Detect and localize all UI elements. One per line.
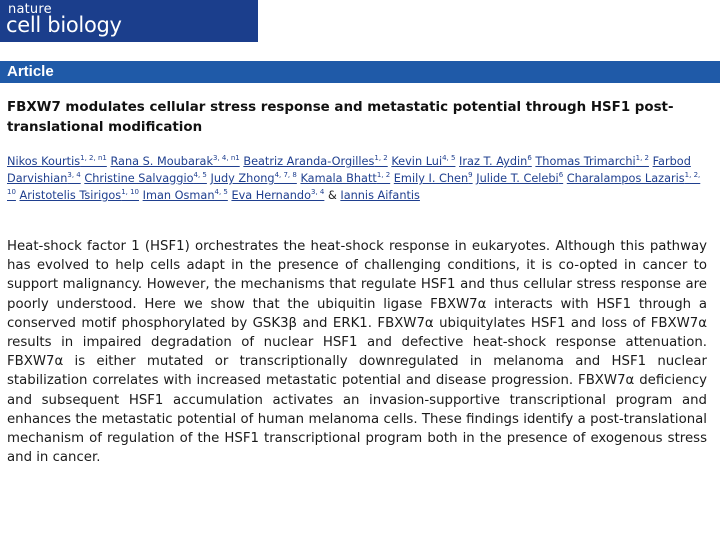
author-link[interactable]: [459, 155, 532, 168]
author-affiliation[interactable]: 6: [527, 154, 532, 163]
author-name[interactable]: Thomas Trimarchi: [535, 155, 636, 168]
article-title: FBXW7 modulates cellular stress response and metastatic potential through HSF1 post-translational modification: [7, 100, 674, 135]
author-name[interactable]: Rana S. Moubarak: [110, 155, 214, 168]
author-affiliation[interactable]: 3, 4, n1: [213, 154, 240, 163]
author-link[interactable]: [535, 155, 649, 168]
author-affiliation[interactable]: 1, 10: [121, 188, 140, 197]
author-name[interactable]: Charalampos Lazaris: [566, 172, 685, 185]
author-affiliation[interactable]: 4, 5: [442, 154, 456, 163]
journal-logo-line1: nature: [8, 2, 52, 17]
author-name[interactable]: Christine Salvaggio: [84, 172, 194, 185]
author-link[interactable]: [340, 189, 420, 202]
journal-logo[interactable]: [0, 0, 258, 42]
author-affiliation[interactable]: 1, 2: [635, 154, 649, 163]
author-name[interactable]: Nikos Kourtis: [7, 155, 81, 168]
author-affiliation[interactable]: 4, 7, 8: [274, 171, 297, 180]
author-name[interactable]: Kevin Lui: [391, 155, 443, 168]
author-name[interactable]: Iman Osman: [142, 189, 215, 202]
author-affiliation[interactable]: 1, 2, 10: [7, 171, 701, 197]
author-name[interactable]: Aristotelis Tsirigos: [19, 189, 122, 202]
author-name[interactable]: Eva Hernando: [231, 189, 311, 202]
author-link[interactable]: [391, 155, 455, 168]
author-list: [7, 153, 707, 204]
author-affiliation[interactable]: 1, 2, n1: [80, 154, 107, 163]
author-affiliation[interactable]: 4, 5: [214, 188, 228, 197]
author-name[interactable]: Farbod Darvishian: [7, 155, 691, 185]
author-affiliation[interactable]: 3, 4: [67, 171, 81, 180]
author-link[interactable]: [231, 189, 324, 202]
author-link[interactable]: [143, 189, 228, 202]
article-type-label: Article: [7, 63, 54, 80]
author-affiliation[interactable]: 3, 4: [311, 188, 325, 197]
author-name[interactable]: Iannis Aifantis: [340, 189, 420, 202]
author-name[interactable]: Judy Zhong: [210, 172, 275, 185]
abstract-text: Heat-shock factor 1 (HSF1) orchestrates the heat-shock response in eukaryotes. Although this pathway has evolved to help cells adapt in the presence of challenging conditions, it is co-opted in cancer to support malignancy. However, the mechanisms that regulate HSF1 and thus cellular stress response are poorly understood. Here we show that the ubiquitin ligase FBXW7α interacts with HSF1 through a conserved motif phosphorylated by GSK3β and ERK1. FBXW7α ubiquitylates HSF1 and loss of FBXW7α results in impaired degradation of nuclear HSF1 and defective heat-shock response attenuation. FBXW7α is either mutated or transcriptionally downregulated in melanoma and HSF1 nuclear stabilization correlates with increased metastatic potential and disease progression. FBXW7α deficiency and subsequent HSF1 accumulation activates an invasion-supportive transcriptional program and enhances the metastatic potential of human melanoma cells. These findings identify a post-translational mechanism of regulation of the HSF1 transcriptional program both in the presence of exogenous stress and in cancer.: [7, 239, 707, 466]
author-link[interactable]: [210, 172, 296, 185]
author-link[interactable]: [243, 155, 387, 168]
author-name[interactable]: Emily I. Chen: [393, 172, 469, 185]
author-link[interactable]: [394, 172, 473, 185]
author-affiliation[interactable]: 6: [558, 171, 564, 180]
article-type-banner: [0, 61, 720, 83]
author-link[interactable]: [7, 155, 107, 168]
author-link[interactable]: [20, 189, 140, 202]
author-name[interactable]: Iraz T. Aydin: [459, 155, 528, 168]
author-name[interactable]: Julide T. Celebi: [476, 172, 559, 185]
journal-logo-line2: cell biology: [6, 13, 122, 37]
author-name[interactable]: Beatriz Aranda-Orgilles: [243, 155, 375, 168]
author-affiliation[interactable]: 9: [468, 171, 473, 180]
author-link[interactable]: [300, 172, 390, 185]
author-conjunction: &: [324, 189, 341, 202]
author-name[interactable]: Kamala Bhatt: [300, 172, 377, 185]
author-affiliation[interactable]: 4, 5: [193, 171, 207, 180]
author-link[interactable]: [476, 172, 563, 185]
author-link[interactable]: [84, 172, 207, 185]
author-affiliation[interactable]: 1, 2: [374, 154, 388, 163]
author-link[interactable]: [110, 155, 239, 168]
author-affiliation[interactable]: 1, 2: [376, 171, 391, 180]
